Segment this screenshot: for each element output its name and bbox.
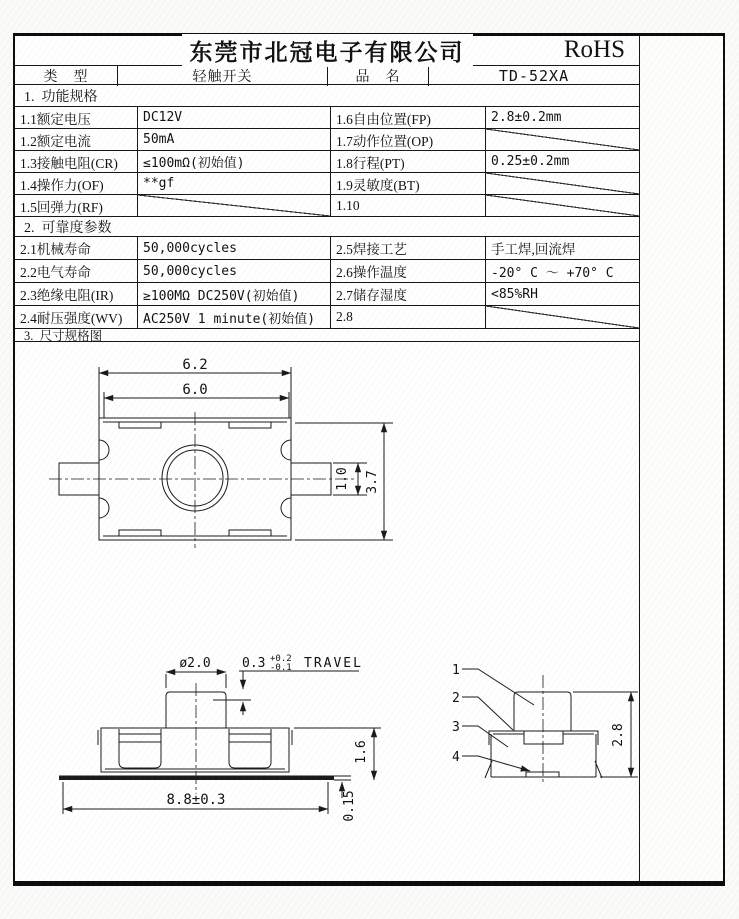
spec-value: 50,000cycles (138, 237, 331, 259)
spec-value: -20° C ～ +70° C (491, 265, 614, 281)
callout-3: 3 (452, 720, 460, 735)
dim-knob-diameter: ø2.0 (179, 656, 211, 671)
spec-label: 2.7储存湿度 (331, 283, 486, 305)
document-main-column (15, 36, 639, 881)
table-row (15, 283, 639, 306)
company-name: 东莞市北冠电子有限公司 (182, 34, 473, 67)
front-view-drawing (59, 654, 381, 822)
spec-value: 0.25±0.2mm (491, 154, 570, 169)
spec-label: 2.2电气寿命 (15, 260, 138, 282)
spec-value: **gf (138, 173, 331, 194)
spec-value: DC12V (138, 107, 331, 128)
spec-value: 手工焊,回流焊 (491, 242, 576, 257)
callout-1: 1 (452, 663, 460, 678)
type-row (15, 66, 639, 85)
table-row (15, 173, 639, 195)
spec-label: 2.1机械寿命 (15, 237, 138, 259)
spec-label: 2.8 (331, 306, 486, 328)
spec-document (13, 33, 725, 886)
spec-value: 50,000cycles (138, 260, 331, 282)
spec-value: 50mA (138, 129, 331, 150)
callout-4: 4 (452, 750, 460, 765)
dim-top-width-inner: 6.0 (182, 382, 208, 398)
table-row (15, 107, 639, 129)
dim-terminal-thickness: 0.15 (342, 790, 357, 822)
spec-label: 1.8行程(PT) (331, 151, 486, 172)
section1-title: 1. 功能规格 (15, 85, 639, 107)
document-header (15, 36, 639, 66)
table-row (15, 129, 639, 151)
table-row (15, 151, 639, 173)
spec-value: ≥100MΩ DC250V(初始值) (138, 283, 331, 305)
dim-travel-tol-plus: +0.2 (270, 654, 292, 664)
type-value: 轻触开关 (118, 66, 328, 86)
dim-travel-tol-minus: -0.1 (270, 663, 292, 673)
section2-title: 2. 可靠度参数 (15, 217, 639, 237)
spec-label: 1.9灵敏度(BT) (331, 173, 486, 194)
type-label: 类 型 (15, 66, 118, 86)
section-view-drawing (452, 663, 638, 785)
spec-label: 1.3接触电阻(CR) (15, 151, 138, 172)
spec-value: 2.8±0.2mm (491, 110, 562, 125)
spec-value: ≤100mΩ(初始值) (138, 151, 331, 172)
dim-base-width: 8.8±0.3 (166, 792, 226, 808)
dim-total-height: 2.8 (611, 723, 626, 747)
product-name-label: 品 名 (328, 66, 429, 86)
spec-value-empty (486, 195, 639, 216)
spec-value: <85%RH (491, 286, 538, 302)
right-margin-strip (639, 36, 723, 881)
spec-label: 1.5回弹力(RF) (15, 195, 138, 216)
dimension-drawings (15, 342, 639, 881)
spec-value-empty (486, 129, 639, 150)
table-row (15, 260, 639, 283)
reliability-table (15, 237, 639, 329)
callout-2: 2 (452, 691, 460, 706)
table-row (15, 237, 639, 260)
spec-label: 2.6操作温度 (331, 260, 486, 282)
top-view-drawing (49, 357, 393, 548)
spec-value-empty (486, 173, 639, 194)
spec-label: 1.2额定电流 (15, 129, 138, 150)
function-spec-table (15, 107, 639, 217)
dim-tab-width: 1.0 (335, 467, 350, 491)
table-row (15, 195, 639, 217)
spec-label: 1.10 (331, 195, 486, 216)
spec-value: AC250V 1 minute(初始值) (138, 306, 331, 328)
product-name-value: TD-52XA (498, 67, 570, 85)
dim-body-height: 1.6 (354, 740, 369, 764)
spec-label: 2.5焊接工艺 (331, 237, 486, 259)
table-row (15, 306, 639, 329)
dim-top-width-outer: 6.2 (182, 357, 208, 373)
spec-label: 1.4操作力(OF) (15, 173, 138, 194)
cad-drawing (15, 342, 639, 881)
spec-value-empty (486, 306, 639, 328)
dim-top-height: 3.7 (365, 470, 380, 494)
spec-label: 1.6自由位置(FP) (331, 107, 486, 128)
dim-travel-label: TRAVEL (304, 656, 363, 671)
section3-title: 3. 尺寸规格图 (15, 329, 639, 342)
spec-label: 2.3绝缘电阻(IR) (15, 283, 138, 305)
spec-label: 2.4耐压强度(WV) (15, 306, 138, 328)
spec-label: 1.7动作位置(OP) (331, 129, 486, 150)
dim-travel-value: 0.3 (242, 656, 266, 671)
spec-label: 1.1额定电压 (15, 107, 138, 128)
rohs-mark: RoHS (563, 36, 625, 63)
spec-value-empty (138, 195, 331, 216)
